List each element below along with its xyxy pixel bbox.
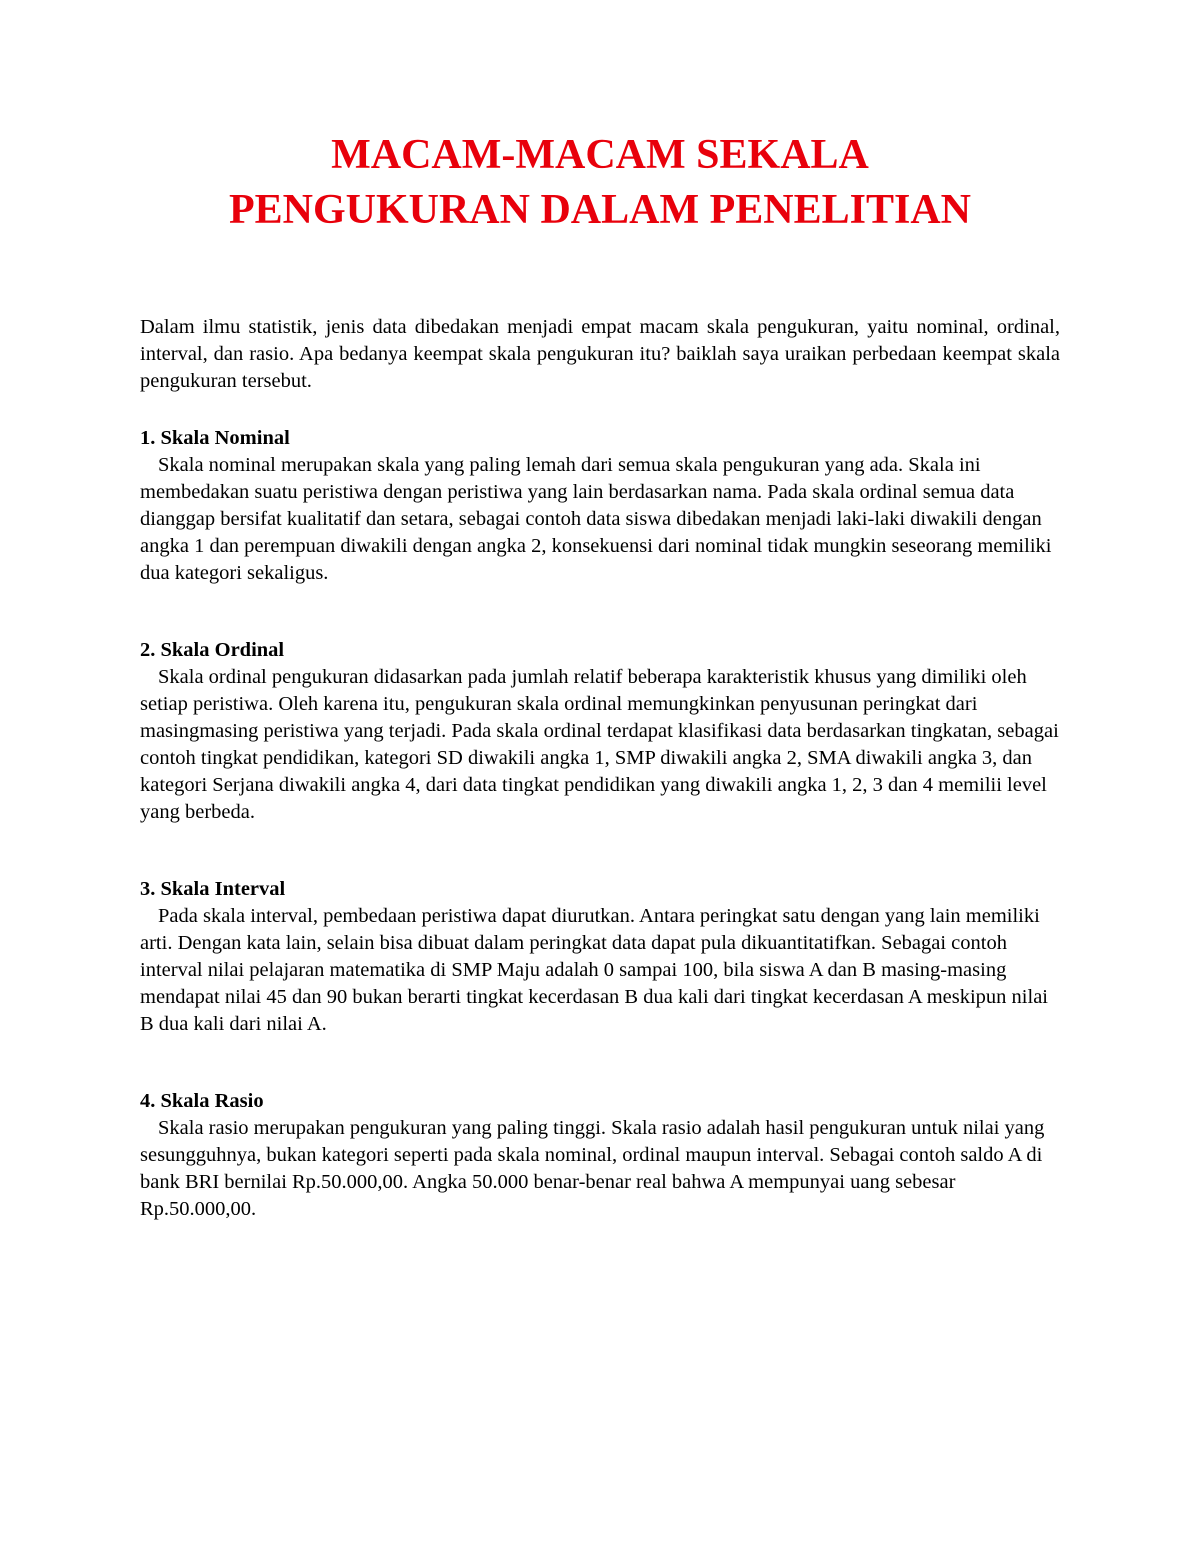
document-title [0, 128, 1200, 238]
section-heading: 2. Skala Ordinal [140, 639, 285, 661]
document-body [140, 314, 1060, 1223]
section-body: Skala ordinal pengukuran didasarkan pada jumlah relatif beberapa karakteristik khusus yang dimiliki oleh setiap peristiwa. Oleh karena itu, pengukuran skala ordinal memungkinkan penyusunan peringkat dari masingmasing peristiwa yang terjadi. Pada skala ordinal terdapat klasifikasi data berdasarkan tingkatan, sebagai contoh tingkat pendidikan, kategori SD diwakili angka 1, SMP diwakili angka 2, SMA diwakili angka 3, dan kategori Serjana diwakili angka 4, dari data tingkat pendidikan yang diwakili angka 1, 2, 3 dan 4 memilii level yang berbeda. [140, 666, 1059, 823]
section-body: Pada skala interval, pembedaan peristiwa dapat diurutkan. Antara peringkat satu dengan yang lain memiliki arti. Dengan kata lain, selain bisa dibuat dalam peringkat data dapat pula dikuantitatifkan. Sebagai contoh interval nilai pelajaran matematika di SMP Maju adalah 0 sampai 100, bila siswa A dan B masing-masing mendapat nilai 45 dan 90 bukan berarti tingkat kecerdasan B dua kali dari tingkat kecerdasan A meskipun nilai B dua kali dari nilai A. [140, 905, 1048, 1035]
section-skala-interval [140, 876, 1060, 1038]
section-body: Skala nominal merupakan skala yang paling lemah dari semua skala pengukuran yang ada. Skala ini membedakan suatu peristiwa dengan peristiwa yang lain berdasarkan nama. Pada skala ordinal semua data dianggap bersifat kualitatif dan setara, sebagai contoh data siswa dibedakan menjadi laki-laki diwakili dengan angka 1 dan perempuan diwakili dengan angka 2, konsekuensi dari nominal tidak mungkin seseorang memiliki dua kategori sekaligus. [140, 454, 1052, 584]
title-line-1: MACAM-MACAM SEKALA [331, 132, 869, 178]
section-heading: 3. Skala Interval [140, 878, 286, 900]
title-line-2: PENGUKURAN DALAM PENELITIAN [228, 187, 972, 233]
section-body: Skala rasio merupakan pengukuran yang paling tinggi. Skala rasio adalah hasil pengukuran untuk nilai yang sesungguhnya, bukan kategori seperti pada skala nominal, ordinal maupun interval. Sebagai contoh saldo A di bank BRI bernilai Rp.50.000,00. Angka 50.000 benar-benar real bahwa A mempunyai uang sebesar Rp.50.000,00. [140, 1117, 1045, 1220]
section-skala-ordinal [140, 637, 1060, 826]
section-heading: 4. Skala Rasio [140, 1090, 264, 1112]
section-skala-nominal [140, 425, 1060, 587]
section-skala-rasio [140, 1088, 1060, 1223]
section-heading: 1. Skala Nominal [140, 427, 290, 449]
intro-paragraph: Dalam ilmu statistik, jenis data dibedakan menjadi empat macam skala pengukuran, yaitu nominal, ordinal, interval, dan rasio. Apa bedanya keempat skala pengukuran itu? baiklah saya uraikan perbedaan keempat skala pengukuran tersebut. [140, 316, 1060, 392]
